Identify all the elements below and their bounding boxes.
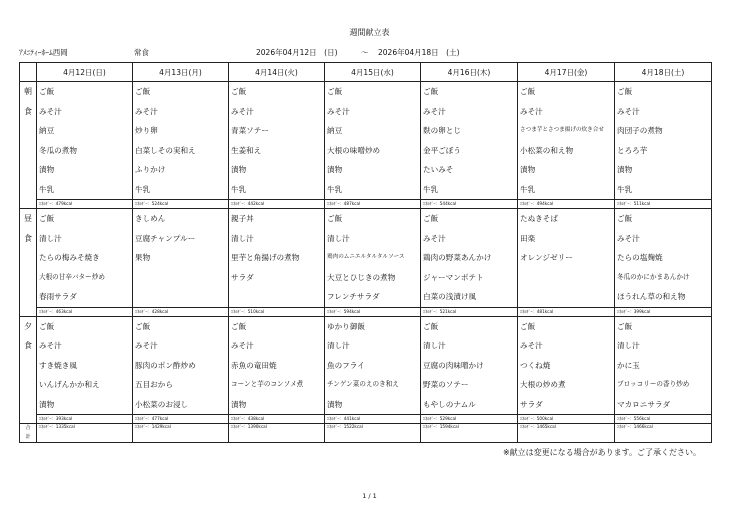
dish-item: さつま芋とさつま揚げの炊き合せ: [520, 127, 604, 133]
day-header: 4月16日(木): [421, 63, 518, 82]
dish-item: みそ汁: [520, 106, 543, 116]
day-meal-cell: [325, 316, 421, 415]
total-label: [20, 424, 37, 443]
dish-item: 大根の炒め煮: [520, 380, 566, 389]
kcal-row: [20, 415, 712, 424]
dish-item: みそ汁: [617, 233, 640, 243]
day-header: 4月18日(土): [615, 63, 712, 82]
dish-item: 漬物: [327, 399, 343, 409]
dish-item: たぬきそば: [520, 214, 558, 223]
kcal-value: ｴﾈﾙｷﾞｰ：438kcal: [229, 415, 325, 424]
dish-item: 小松菜のお浸し: [135, 399, 189, 409]
period-start: 2026年04月12日 (日): [256, 48, 338, 57]
day-meal-cell: [37, 209, 133, 308]
dish-item: たらの塩麹焼: [617, 253, 663, 262]
kcal-value: ｴﾈﾙｷﾞｰ：529kcal: [421, 415, 518, 424]
dish-item: 青菜ソテー: [231, 126, 269, 135]
dish-item: ご飯: [520, 321, 536, 331]
day-meal-cell: [325, 82, 421, 200]
total-row: [20, 424, 712, 443]
meal-row: [20, 316, 712, 415]
dish-item: コーンと芋のコンソメ煮: [231, 380, 304, 388]
dish-item: 鶏肉の野菜あんかけ: [423, 253, 492, 262]
kcal-row: [20, 200, 712, 209]
dish-item: ご飯: [423, 214, 439, 223]
dish-item: みそ汁: [231, 106, 254, 116]
dish-item: みそ汁: [135, 341, 158, 350]
kcal-value: ｴﾈﾙｷﾞｰ：594kcal: [325, 307, 421, 316]
dish-item: かに玉: [617, 360, 640, 370]
day-meal-cell: [615, 316, 712, 415]
dish-item: 野菜のソテー: [423, 380, 469, 389]
dish-item: 大根の味噌炒め: [327, 145, 381, 155]
dish-item: みそ汁: [520, 341, 543, 350]
dish-item: サラダ: [520, 399, 543, 409]
day-header: 4月13日(月): [133, 63, 229, 82]
dish-item: ご飯: [39, 214, 55, 223]
day-meal-cell: [229, 209, 325, 308]
meal-label-char: 昼: [24, 214, 32, 223]
dish-item: ブロッコリーの香り炒め: [617, 380, 690, 388]
dish-item: いんげんかか和え: [39, 380, 100, 389]
day-header: 4月15日(水): [325, 63, 421, 82]
day-meal-cell: [518, 82, 615, 200]
dish-item: ご飯: [617, 214, 633, 223]
dish-item: みそ汁: [327, 106, 350, 116]
dish-item: ご飯: [617, 321, 633, 331]
kcal-value: ｴﾈﾙｷﾞｰ：441kcal: [325, 415, 421, 424]
period-separator: ～: [361, 48, 369, 57]
dish-item: ほうれん草の和え物: [617, 292, 686, 301]
meal-label: [20, 209, 37, 317]
dish-item: [520, 268, 614, 288]
day-meal-cell: [421, 316, 518, 415]
dish-item: きしめん: [135, 214, 166, 223]
total-kcal-value: ｴﾈﾙｷﾞｰ：1465kcal: [518, 424, 615, 443]
weekly-menu-table: [19, 62, 712, 443]
day-meal-cell: [615, 209, 712, 308]
day-header: 4月12日(日): [37, 63, 133, 82]
dish-item: ふりかけ: [135, 165, 166, 174]
total-kcal-value: ｴﾈﾙｷﾞｰ：1594kcal: [421, 424, 518, 443]
total-label-char: 合: [25, 425, 31, 431]
change-notice: ※献立は変更になる場合があります。ご了承ください。: [502, 448, 701, 457]
day-meal-cell: [133, 82, 229, 200]
dish-item: 牛乳: [327, 184, 343, 194]
dish-item: 生姜和え: [231, 145, 262, 155]
dish-item: 金平ごぼう: [423, 145, 461, 155]
dish-item: 肉団子の煮物: [617, 126, 663, 135]
total-kcal-value: ｴﾈﾙｷﾞｰ：1390kcal: [229, 424, 325, 443]
total-label-char: 計: [25, 434, 31, 440]
day-meal-cell: [421, 82, 518, 200]
dish-item: ご飯: [231, 87, 247, 96]
dish-item: ご飯: [135, 87, 151, 96]
facility-name: ｱﾒﾆﾃｨｰﾎｰﾑ西岡: [19, 48, 68, 57]
dish-item: 白菜しその実和え: [135, 145, 196, 155]
dish-item: 魚のフライ: [327, 360, 365, 370]
dish-item: 田楽: [520, 233, 536, 243]
day-meal-cell: [133, 316, 229, 415]
dish-item: とろろ芋: [617, 145, 648, 155]
dish-item: みそ汁: [39, 106, 62, 116]
page-indicator: 1 / 1: [362, 492, 377, 500]
dish-item: 豆腐チャンプルー: [135, 233, 196, 243]
dish-item: 赤魚の竜田焼: [231, 360, 277, 370]
dish-item: ご飯: [39, 87, 55, 96]
dish-item: [231, 287, 324, 307]
dish-item: ご飯: [327, 214, 343, 223]
meal-row: [20, 82, 712, 200]
kcal-value: ｴﾈﾙｷﾞｰ：494kcal: [518, 200, 615, 209]
day-meal-cell: [421, 209, 518, 308]
dish-item: 漬物: [617, 165, 633, 174]
total-kcal-value: ｴﾈﾙｷﾞｰ：1466kcal: [615, 424, 712, 443]
dish-item: 牛乳: [39, 184, 55, 194]
dish-item: 漬物: [231, 165, 247, 174]
dish-item: 大豆とひじきの煮物: [327, 272, 396, 282]
dish-item: マカロニサラダ: [617, 399, 671, 409]
meal-row: [20, 209, 712, 308]
meal-label-char: 朝: [24, 87, 32, 96]
kcal-value: ｴﾈﾙｷﾞｰ：510kcal: [229, 307, 325, 316]
dish-item: ゆかり御飯: [327, 321, 365, 331]
kcal-value: ｴﾈﾙｷﾞｰ：442kcal: [229, 200, 325, 209]
kcal-value: ｴﾈﾙｷﾞｰ：481kcal: [518, 307, 615, 316]
day-meal-cell: [518, 209, 615, 308]
kcal-row: [20, 307, 712, 316]
dish-item: みそ汁: [423, 233, 446, 243]
dish-item: 豚肉のポン酢炒め: [135, 360, 196, 370]
dish-item: [135, 287, 228, 307]
dish-item: ご飯: [231, 321, 247, 331]
dish-item: 炒り卵: [135, 126, 158, 135]
dish-item: 牛乳: [617, 184, 633, 194]
dish-item: みそ汁: [231, 341, 254, 350]
corner-cell: [20, 63, 37, 82]
kcal-value: ｴﾈﾙｷﾞｰ：487kcal: [325, 200, 421, 209]
dish-item: 漬物: [327, 165, 343, 174]
dish-item: 漬物: [231, 399, 247, 409]
dish-item: 冬瓜のかにかまあんかけ: [617, 272, 690, 281]
dish-item: もやしのナムル: [423, 399, 476, 409]
dish-item: オレンジゼリー: [520, 253, 573, 262]
kcal-value: ｴﾈﾙｷﾞｰ：393kcal: [37, 415, 133, 424]
dish-item: ご飯: [520, 87, 536, 96]
dish-item: 納豆: [327, 126, 343, 135]
dish-item: 五目おから: [135, 380, 173, 389]
meal-label-char: 食: [24, 106, 32, 116]
dish-item: 大根の甘辛バター炒め: [39, 272, 105, 281]
day-meal-cell: [325, 209, 421, 308]
dish-item: 麩の卵とじ: [423, 126, 461, 135]
meal-label-char: 夕: [24, 321, 32, 331]
day-meal-cell: [229, 82, 325, 200]
meal-label-char: 食: [24, 341, 32, 350]
total-kcal-value: ｴﾈﾙｷﾞｰ：1335kcal: [37, 424, 133, 443]
dish-item: 牛乳: [231, 184, 247, 194]
dish-item: みそ汁: [135, 106, 158, 116]
dish-item: 親子丼: [231, 214, 254, 223]
dish-item: 納豆: [39, 126, 55, 135]
diet-type: 常食: [134, 48, 149, 57]
dish-item: [520, 287, 614, 307]
dish-item: ご飯: [39, 321, 55, 331]
kcal-value: ｴﾈﾙｷﾞｰ：511kcal: [615, 200, 712, 209]
dish-item: 清し汁: [231, 233, 254, 243]
dish-item: ご飯: [617, 87, 633, 96]
dish-item: みそ汁: [39, 341, 62, 350]
dish-item: 漬物: [520, 165, 536, 174]
dish-item: 牛乳: [520, 184, 536, 194]
kcal-value: ｴﾈﾙｷﾞｰ：544kcal: [421, 200, 518, 209]
day-meal-cell: [37, 82, 133, 200]
dish-item: 里芋と角揚げの煮物: [231, 253, 300, 262]
kcal-value: ｴﾈﾙｷﾞｰ：463kcal: [37, 307, 133, 316]
day-meal-cell: [229, 316, 325, 415]
kcal-value: ｴﾈﾙｷﾞｰ：524kcal: [133, 200, 229, 209]
dish-item: すき焼き風: [39, 360, 77, 370]
dish-item: 清し汁: [327, 233, 350, 243]
dish-item: 冬瓜の煮物: [39, 145, 77, 155]
dish-item: [135, 268, 228, 288]
dish-item: たいみそ: [423, 165, 454, 174]
dish-item: 漬物: [39, 165, 55, 174]
dish-item: ジャーマンポテト: [423, 272, 484, 282]
dish-item: 牛乳: [135, 184, 151, 194]
kcal-value: ｴﾈﾙｷﾞｰ：477kcal: [133, 415, 229, 424]
meal-label: [20, 316, 37, 424]
kcal-value: ｴﾈﾙｷﾞｰ：556kcal: [615, 415, 712, 424]
dish-item: 牛乳: [423, 184, 439, 194]
dish-item: みそ汁: [423, 106, 446, 116]
kcal-value: ｴﾈﾙｷﾞｰ：521kcal: [421, 307, 518, 316]
dish-item: 清し汁: [39, 233, 62, 243]
dish-item: フレンチサラダ: [327, 292, 380, 301]
total-kcal-value: ｴﾈﾙｷﾞｰ：1522kcal: [325, 424, 421, 443]
dish-item: 漬物: [39, 399, 55, 409]
day-meal-cell: [615, 82, 712, 200]
day-meal-cell: [518, 316, 615, 415]
dish-item: 小松菜の和え物: [520, 145, 574, 155]
day-meal-cell: [37, 316, 133, 415]
dish-item: ご飯: [423, 321, 439, 331]
dish-item: サラダ: [231, 272, 254, 282]
dish-item: 清し汁: [617, 341, 640, 350]
dish-item: つくね焼: [520, 360, 551, 370]
meal-label: [20, 82, 37, 209]
total-kcal-value: ｴﾈﾙｷﾞｰ：1429kcal: [133, 424, 229, 443]
kcal-value: ｴﾈﾙｷﾞｰ：479kcal: [37, 200, 133, 209]
page-title: 週間献立表: [349, 28, 390, 37]
dish-item: 春雨サラダ: [39, 292, 77, 301]
dish-item: たらの梅みそ焼き: [39, 253, 100, 262]
dish-item: 豆腐の肉味噌かけ: [423, 360, 484, 370]
dish-item: みそ汁: [617, 106, 640, 116]
kcal-value: ｴﾈﾙｷﾞｰ：428kcal: [133, 307, 229, 316]
dish-item: 白菜の浅漬け風: [423, 292, 477, 301]
dish-item: 清し汁: [327, 341, 350, 350]
dish-item: 果物: [135, 253, 151, 262]
kcal-value: ｴﾈﾙｷﾞｰ：500kcal: [518, 415, 615, 424]
day-header-row: [20, 63, 712, 82]
dish-item: ご飯: [423, 87, 439, 96]
dish-item: ご飯: [135, 321, 151, 331]
day-meal-cell: [133, 209, 229, 308]
period-end: 2026年04月18日 (土): [378, 48, 460, 57]
day-header: 4月14日(火): [229, 63, 325, 82]
dish-item: 鶏肉のムニエルタルタルソース: [327, 254, 405, 260]
dish-item: ご飯: [327, 87, 343, 96]
dish-item: チンゲン菜のえのき和え: [327, 380, 399, 388]
dish-item: 清し汁: [423, 341, 446, 350]
day-header: 4月17日(金): [518, 63, 615, 82]
meal-label-char: 食: [24, 233, 32, 243]
kcal-value: ｴﾈﾙｷﾞｰ：399kcal: [615, 307, 712, 316]
